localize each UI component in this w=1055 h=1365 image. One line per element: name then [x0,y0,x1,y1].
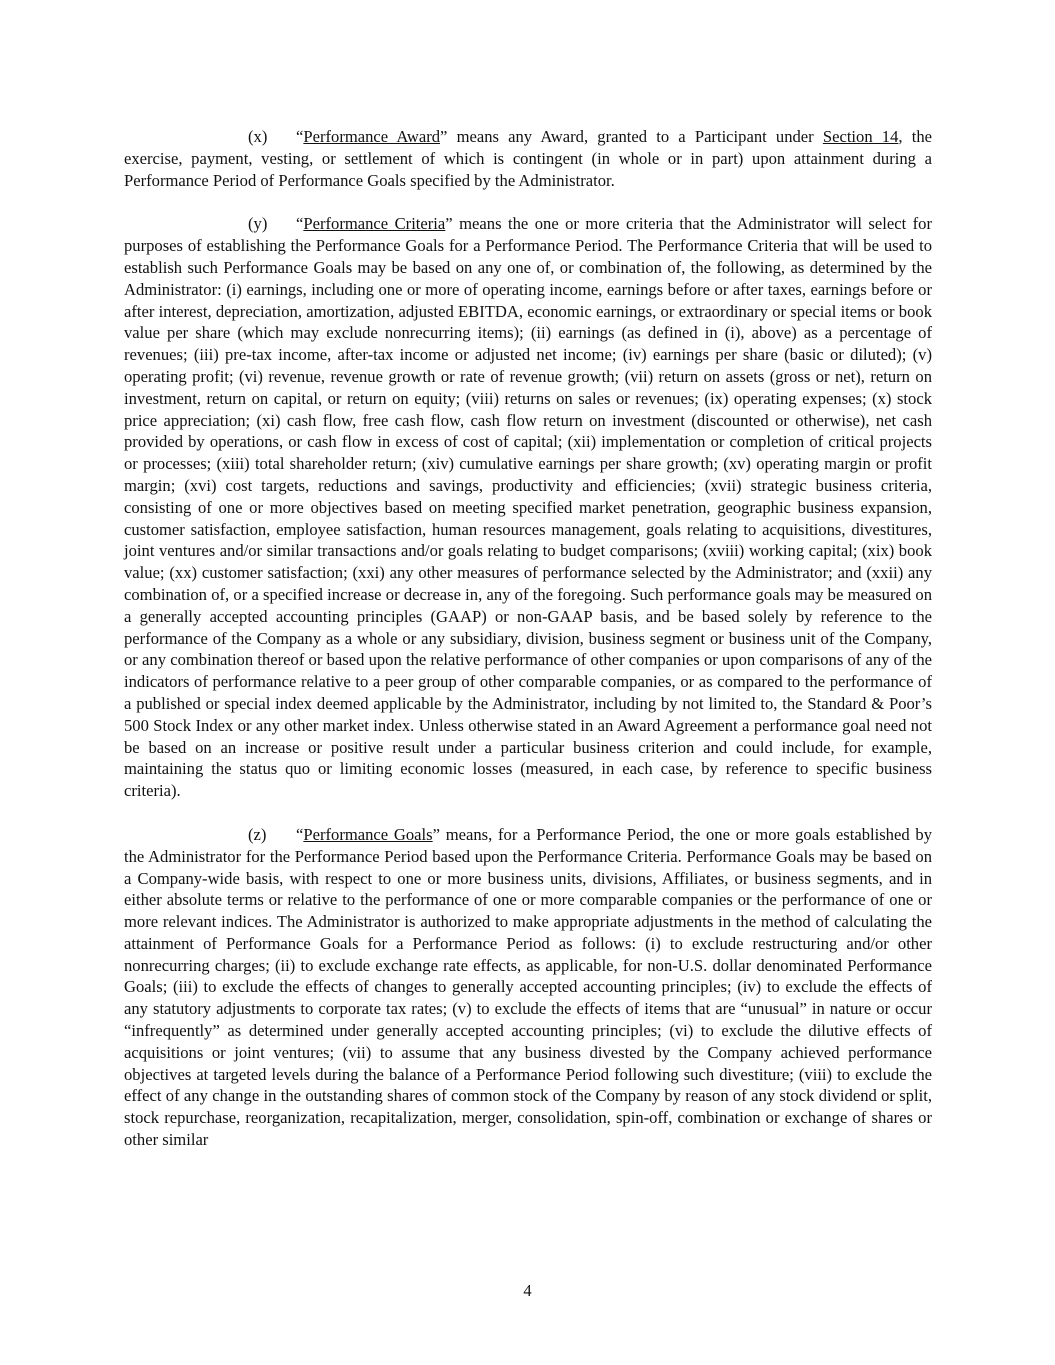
paragraph-text: means the one or more criteria that the Administrator will select for purposes of establishing the Performance Goals for a Performance Period. The Performance Criteria that will be used to establish such Performance Goals may be based on any one of, or combination of, the following, as determined by the Administrator: (i) earnings, including one or more of operating income, earnings before or after taxes, earnings before or after interest, depreciation, amortization, adjusted EBITDA, economic earnings, or extraordinary or special items or book value per share (which may exclude nonrecurring items); (ii) earnings (as defined in (i), above) as a percentage of revenues; (iii) pre-tax income, after-tax income or adjusted net income; (iv) earnings per share (basic or diluted); (v) operating profit; (vi) revenue, revenue growth or rate of revenue growth; (vii) return on assets (gross or net), return on investment, return on capital, or return on equity; (viii) returns on sales or revenues; (ix) operating expenses; (x) stock price appreciation; (xi) cash flow, free cash flow, cash flow return on investment (discounted or otherwise), net cash provided by operations, or cash flow in excess of cost of capital; (xii) implementation or completion of critical projects or processes; (xiii) total shareholder return; (xiv) cumulative earnings per share growth; (xv) operating margin or profit margin; (xvi) cost targets, reductions and savings, productivity and efficiencies; (xvii) strategic business criteria, consisting of one or more objectives based on meeting specified market penetration, geographic business expansion, customer satisfaction, employee satisfaction, human resources management, goals relating to acquisitions, divestitures, joint ventures and/or similar transactions and/or goals relating to budget comparisons; (xviii) working capital; (xix) book value; (xx) customer satisfaction; (xxi) any other measures of performance selected by the Administrator; and (xxii) any combination of, or a specified increase or decrease in, any of the foregoing. Such performance goals may be measured on a generally accepted accounting principles (GAAP) or non-GAAP basis, and be based solely by reference to the performance of the Company as a whole or any subsidiary, division, business segment or business unit of the Company, or any combination thereof or based upon the relative performance of other companies or upon comparisons of any of the indicators of performance relative to a peer group of other comparable companies, or as compared to the performance of a published or special index deemed applicable by the Administrator, including by not limited to, the Standard & Poor’s 500 Stock Index or any other market index. Unless otherwise stated in an Award Agreement a performance goal need not be based on an increase or positive result under a particular business criterion and could include, for example, maintaining the status quo or limiting economic losses (measured, in each case, by reference to specific business criteria). [124,214,932,801]
paragraph-z [124,824,932,1151]
paragraph-number: (y) [248,214,268,234]
defined-term: Performance Criteria [303,214,446,234]
paragraph-text: means any Award, granted to a Participant under [447,127,823,146]
paragraph-number: (x) [248,127,268,146]
close-quote: ” [445,214,453,234]
paragraph-number: (z) [248,824,267,844]
paragraph-x [124,126,932,191]
open-quote: “ [296,127,304,146]
paragraph-y [124,213,932,802]
open-quote: “ [296,824,304,844]
section-reference: Section 14 [822,127,899,146]
open-quote: “ [296,214,304,234]
defined-term: Performance Award [303,127,441,146]
paragraph-text: , the exercise, payment, vesting, or settlement of which is contingent (in whole or in part) upon attainment during a Performance Period of Performance Goals specified by the Administrator. [124,127,932,190]
page-number: 4 [523,1281,532,1300]
paragraph-text: means, for a Performance Period, the one or more goals established by the Administrator for the Performance Period based upon the Performance Criteria. Performance Goals may be based on a Company-wide basis, with respect to one or more business units, divisions, Affiliates, or business segments, and in either absolute terms or relative to the performance of one or more comparable companies or the performance of one or more relevant indices. The Administrator is authorized to make appropriate adjustments in the method of calculating the attainment of Performance Goals for a Performance Period as follows: (i) to exclude restructuring and/or other nonrecurring charges; (ii) to exclude exchange rate effects, as applicable, for non-U.S. dollar denominated Performance Goals; (iii) to exclude the effects of changes to generally accepted accounting principles; (iv) to exclude the effects of any statutory adjustments to corporate tax rates; (v) to exclude the effects of items that are “unusual” in nature or occur “infrequently” as determined under generally accepted accounting principles; (vi) to exclude the dilutive effects of acquisitions or joint ventures; (vii) to assume that any business divested by the Company achieved performance objectives at targeted levels during the balance of a Performance Period following such divestiture; (viii) to exclude the effect of any change in the outstanding shares of common stock of the Company by reason of any stock dividend or split, stock repurchase, reorganization, recapitalization, merger, consolidation, spin-off, combination or exchange of shares or other similar [124,824,932,1150]
close-quote: ” [432,824,440,844]
defined-term: Performance Goals [303,824,433,844]
document-body [124,126,932,1173]
close-quote: ” [440,127,448,146]
